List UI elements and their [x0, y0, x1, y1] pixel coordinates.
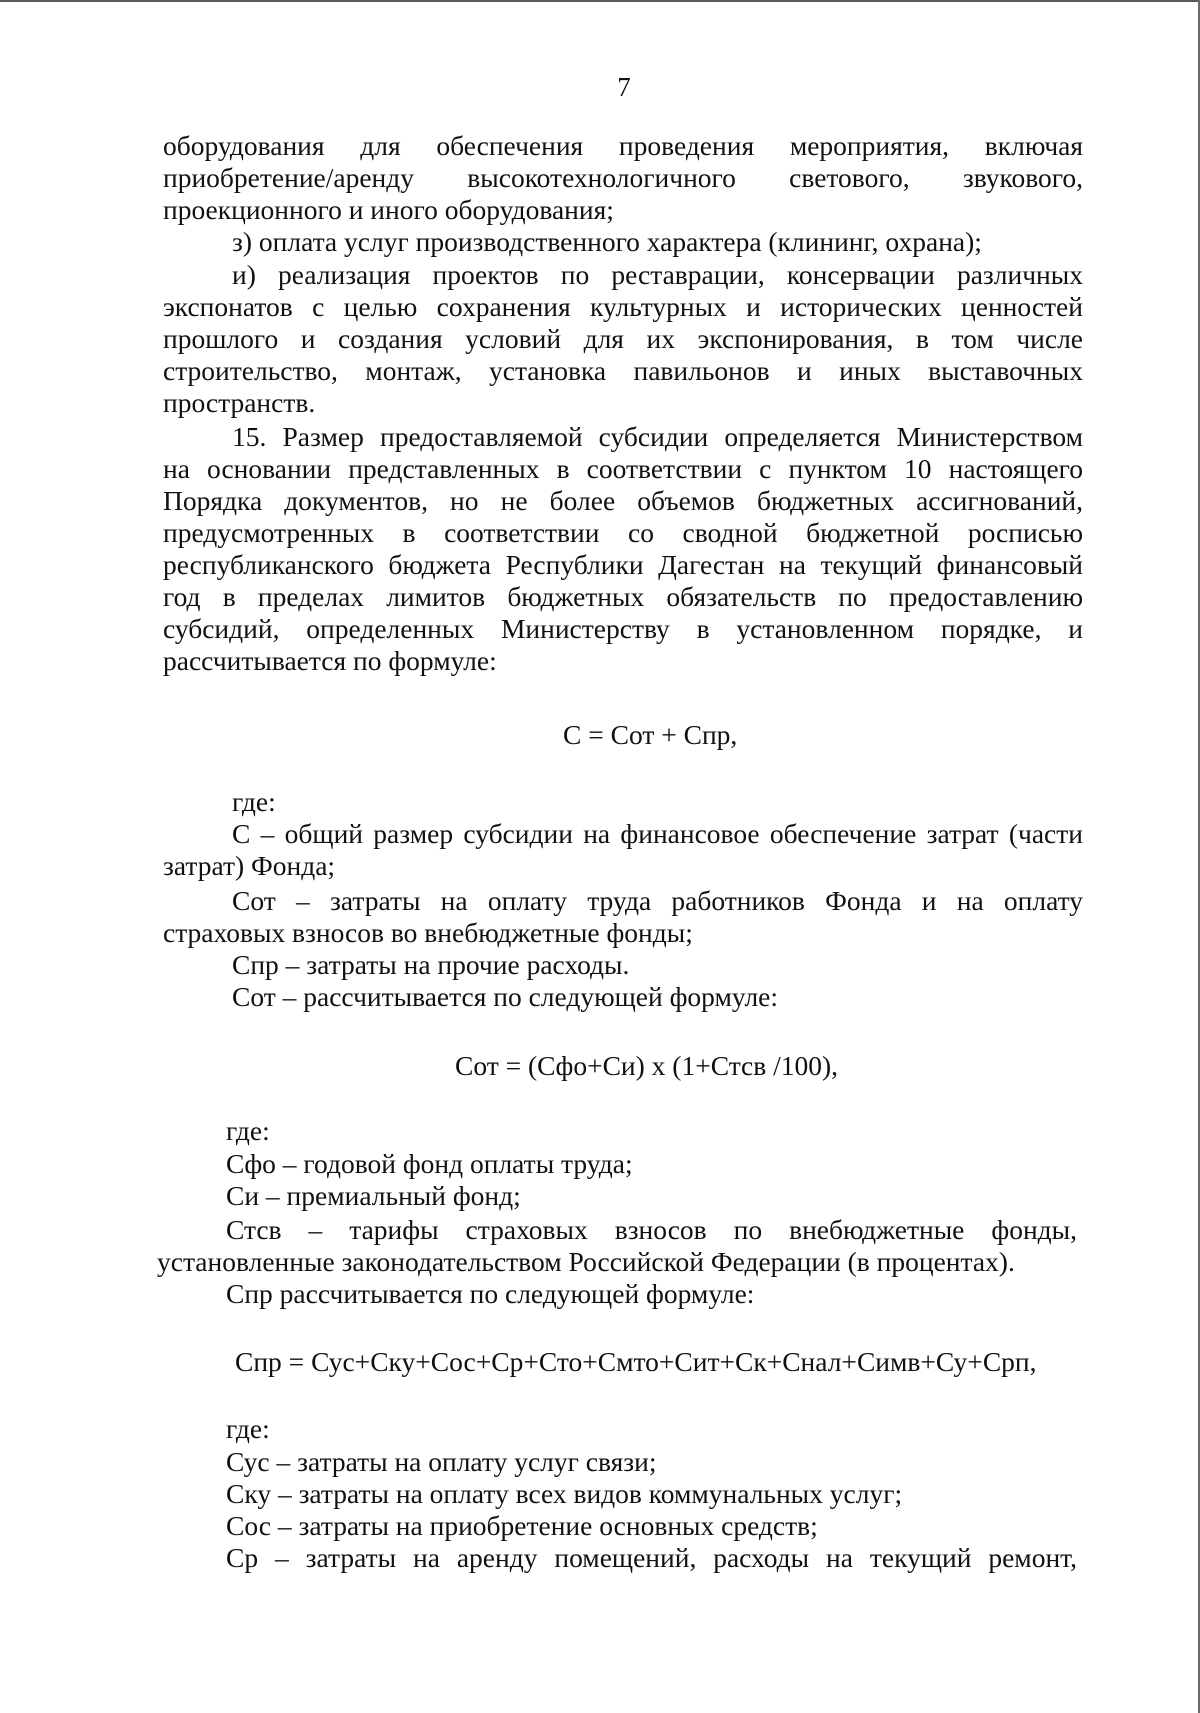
text-line: год в пределах лимитов бюджетных обязательств по предоставлению — [163, 581, 1083, 612]
text-line: Спр рассчитывается по следующей формуле: — [226, 1278, 755, 1309]
page-number: 7 — [617, 72, 631, 102]
text-line: на основании представленных в соответствии с пунктом 10 настоящего — [163, 453, 1083, 484]
text-line: предусмотренных в соответствии со сводной бюджетной росписью — [163, 517, 1083, 548]
text-line: С – общий размер субсидии на финансовое обеспечение затрат (части — [232, 818, 1083, 849]
text-line: Сус – затраты на оплату услуг связи; — [226, 1446, 657, 1477]
text-line: Cку – затраты на оплату всех видов коммунальных услуг; — [226, 1478, 903, 1509]
text-line: затрат) Фонда; — [163, 850, 336, 881]
text-line: з) оплата услуг производственного характера (клининг, охрана); — [232, 226, 982, 257]
text-line: Сот – рассчитывается по следующей формуле: — [232, 981, 779, 1012]
text-line: субсидий, определенных Министерству в установленном порядке, и — [163, 613, 1083, 644]
text-line: пространств. — [163, 387, 316, 418]
text-line: приобретение/аренду высокотехнологичного светового, звукового, — [163, 162, 1083, 193]
text-line: Си – премиальный фонд; — [226, 1180, 521, 1211]
text-line: где: — [226, 1115, 270, 1146]
text-line: экспонатов с целью сохранения культурных и исторических ценностей — [163, 291, 1083, 322]
text-line: Ср – затраты на аренду помещений, расходы на текущий ремонт, — [226, 1542, 1077, 1573]
text-line: Сос – затраты на приобретение основных средств; — [226, 1510, 818, 1541]
formula-subsidy-total: С = Сот + Спр, — [563, 719, 738, 750]
text-line: Сфо – годовой фонд оплаты труда; — [226, 1148, 633, 1179]
text-line: рассчитывается по формуле: — [163, 645, 497, 676]
text-line: и) реализация проектов по реставрации, консервации различных — [232, 259, 1083, 290]
text-line: где: — [232, 786, 276, 817]
text-line: проекционного и иного оборудования; — [163, 194, 614, 225]
text-line: где: — [226, 1413, 270, 1444]
formula-labor-costs: Сот = (Сфо+Си) х (1+Стсв /100), — [455, 1050, 839, 1081]
text-line: 15. Размер предоставляемой субсидии определяется Министерством — [232, 421, 1083, 452]
text-line: установленные законодательством Российской Федерации (в процентах). — [157, 1246, 1015, 1277]
text-line: Порядка документов, но не более объемов бюджетных ассигнований, — [163, 485, 1083, 516]
text-line: Спр – затраты на прочие расходы. — [232, 949, 630, 980]
text-line: прошлого и создания условий для их экспонирования, в том числе — [163, 323, 1083, 354]
text-line: оборудования для обеспечения проведения мероприятия, включая — [163, 130, 1083, 161]
text-line: республиканского бюджета Республики Дагестан на текущий финансовый — [163, 549, 1083, 580]
text-line: Стсв – тарифы страховых взносов по внебюджетные фонды, — [226, 1214, 1077, 1245]
text-line: страховых взносов во внебюджетные фонды; — [163, 917, 693, 948]
scan-edge-top — [0, 0, 1200, 2]
text-line: строительство, монтаж, установка павильонов и иных выставочных — [163, 355, 1083, 386]
text-line: Сот – затраты на оплату труда работников Фонда и на оплату — [232, 885, 1083, 916]
formula-other-costs: Спр = Сус+Cку+Сос+Ср+Сто+Смто+Сит+Ск+Снал+Симв+Су+Срп, — [235, 1346, 1037, 1377]
